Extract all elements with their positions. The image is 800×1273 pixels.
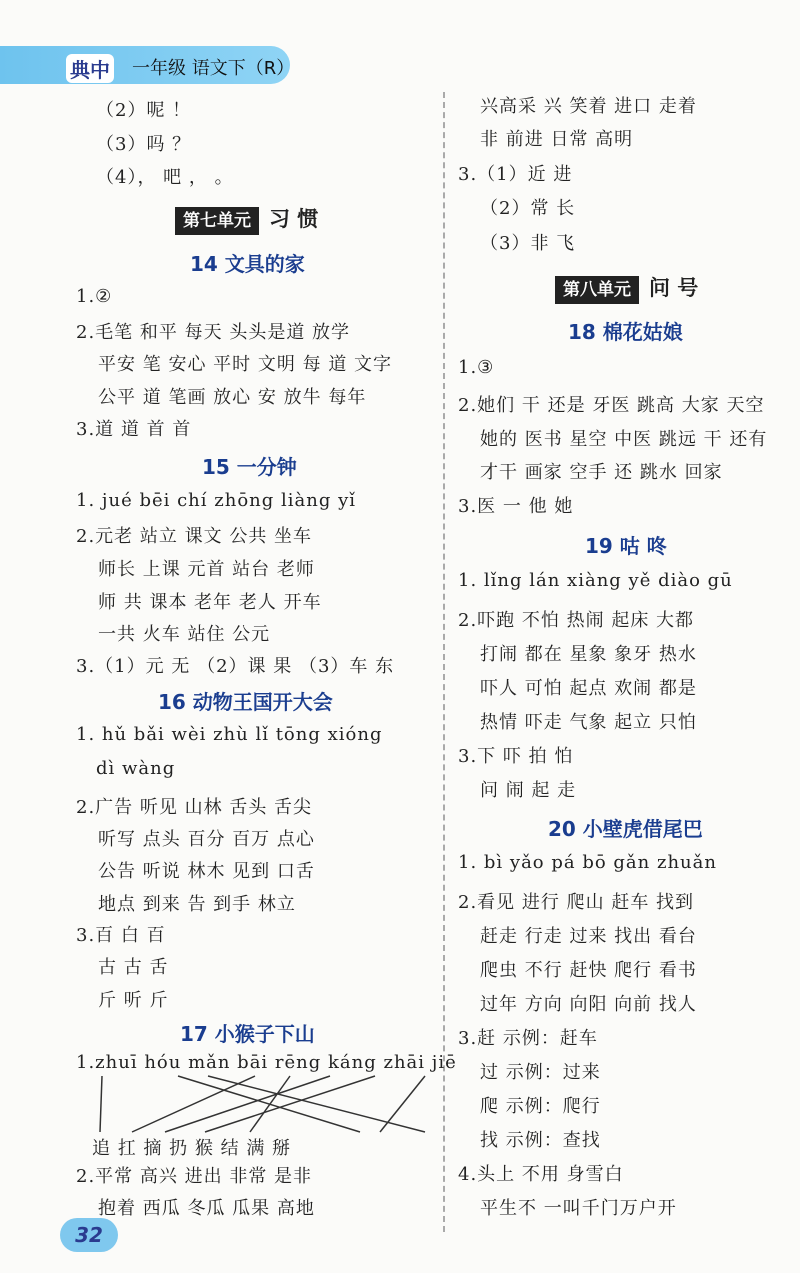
answer-line: 公平 道 笔画 放心 安 放牛 每年 [98, 387, 367, 408]
unit-heading [175, 203, 318, 233]
answer-line: 1. bì yǎo pá bō gǎn zhuǎn [458, 852, 717, 873]
answer-line: （4）， 吧 ， 。 [96, 167, 234, 188]
matching-lines [80, 1066, 440, 1136]
answer-line: 古 古 舌 [98, 957, 169, 978]
answer-line: 1. hǔ bǎi wèi zhù lǐ tōng xióng [76, 724, 383, 745]
answer-line: 3.道 道 首 首 [76, 419, 192, 440]
answer-line: （2）常 长 [480, 198, 576, 219]
answer-line: （3）吗 ？ [96, 134, 192, 155]
answer-line: 2.广告 听见 山林 舌头 舌尖 [76, 797, 313, 818]
answer-line: 兴高采 兴 笑着 进口 走着 [480, 96, 697, 117]
lesson-title: 19 咕 咚 [585, 534, 667, 558]
lesson-title: 17 小猴子下山 [180, 1022, 315, 1046]
unit-habit: 习 惯 [269, 207, 319, 231]
answer-line: 爬虫 不行 赶快 爬行 看书 [480, 960, 697, 981]
answer-line: 地点 到来 告 到手 林立 [98, 894, 296, 915]
answer-line: 平生不 一叫千门万户开 [480, 1198, 677, 1219]
answer-line: 赶走 行走 过来 找出 看台 [480, 926, 697, 947]
answer-line: 2.毛笔 和平 每天 头头是道 放学 [76, 322, 351, 343]
lesson-title: 20 小壁虎借尾巴 [548, 817, 703, 841]
answer-line: 打闹 都在 星象 象牙 热水 [480, 644, 697, 665]
unit-label-box: 第八单元 [555, 276, 639, 304]
answer-line: 1. jué bēi chí zhōng liàng yǐ [76, 490, 357, 511]
answer-line: 问 闹 起 走 [480, 780, 577, 801]
answer-line: 1.③ [458, 357, 495, 378]
match-line [250, 1076, 290, 1132]
match-line [178, 1076, 360, 1132]
answer-line: 她的 医书 星空 中医 跳远 干 还有 [480, 429, 768, 450]
answer-line: 一共 火车 站住 公元 [98, 624, 271, 645]
answer-line: 1.zhuī hóu mǎn bāi rēng káng zhāi jiē [76, 1052, 457, 1073]
match-line [100, 1076, 102, 1132]
brand-logo: 典中 [66, 54, 114, 83]
match-line [380, 1076, 425, 1132]
answer-line: 3.（1）元 无 （2）课 果 （3）车 东 [76, 656, 395, 677]
answer-line: 1.② [76, 286, 113, 307]
answer-line: 公告 听说 林木 见到 口舌 [98, 861, 315, 882]
answer-line: （3）非 飞 [480, 233, 576, 254]
answer-line: （2）呢 ！ [96, 100, 192, 121]
answer-line: 才干 画家 空手 还 跳水 回家 [480, 462, 723, 483]
lesson-title: 16 动物王国开大会 [158, 690, 333, 714]
unit-habit: 问 号 [649, 276, 699, 300]
answer-line: 1. lǐng lán xiàng yě diào gū [458, 570, 733, 591]
match-line [208, 1076, 425, 1132]
answer-line: 过 示例：过来 [480, 1062, 601, 1083]
answer-line: 非 前进 日常 高明 [480, 129, 634, 150]
match-line [165, 1076, 330, 1132]
page-number: 32 [60, 1218, 118, 1252]
answer-line: 师 共 课本 老年 老人 开车 [98, 592, 322, 613]
answer-line: 斤 听 斤 [98, 990, 169, 1011]
match-line [205, 1076, 375, 1132]
answer-line: 爬 示例：爬行 [480, 1096, 601, 1117]
answer-line: 吓人 可怕 起点 欢闹 都是 [480, 678, 697, 699]
answer-line: 平安 笔 安心 平时 文明 每 道 文字 [98, 354, 393, 375]
answer-line: 找 示例：查找 [480, 1130, 601, 1151]
lesson-title: 14 文具的家 [190, 252, 305, 276]
answer-line: 师长 上课 元首 站台 老师 [98, 559, 315, 580]
lesson-title: 18 棉花姑娘 [568, 320, 683, 344]
answer-line: 2.平常 高兴 进出 非常 是非 [76, 1166, 313, 1187]
answer-line: 抱着 西瓜 冬瓜 瓜果 高地 [98, 1198, 315, 1219]
answer-line: 听写 点头 百分 百万 点心 [98, 829, 315, 850]
answer-line: 3.赶 示例：赶车 [458, 1028, 598, 1049]
answer-line: 热情 吓走 气象 起立 只怕 [480, 712, 697, 733]
answer-line: 4.头上 不用 身雪白 [458, 1164, 624, 1185]
lesson-title: 15 一分钟 [202, 455, 297, 479]
grade-subject-label: 一年级 语文下（R） [132, 58, 295, 79]
answer-line: 2.看见 进行 爬山 赶车 找到 [458, 892, 695, 913]
unit-heading [555, 272, 698, 302]
answer-line: 过年 方向 向阳 向前 找人 [480, 994, 697, 1015]
match-line [132, 1076, 255, 1132]
answer-line: 2.她们 干 还是 牙医 跳高 大家 天空 [458, 395, 765, 416]
answer-line: 3.下 吓 拍 怕 [458, 746, 574, 767]
unit-label-box: 第七单元 [175, 207, 259, 235]
answer-line: 3.医 一 他 她 [458, 496, 574, 517]
answer-line: 3.（1）近 进 [458, 164, 573, 185]
answer-line: 2.吓跑 不怕 热闹 起床 大都 [458, 610, 695, 631]
answer-line: dì wàng [96, 758, 176, 779]
answer-line: 追 扛 摘 扔 猴 结 满 掰 [92, 1138, 292, 1159]
answer-line: 2.元老 站立 课文 公共 坐车 [76, 526, 313, 547]
answer-line: 3.百 白 百 [76, 925, 166, 946]
